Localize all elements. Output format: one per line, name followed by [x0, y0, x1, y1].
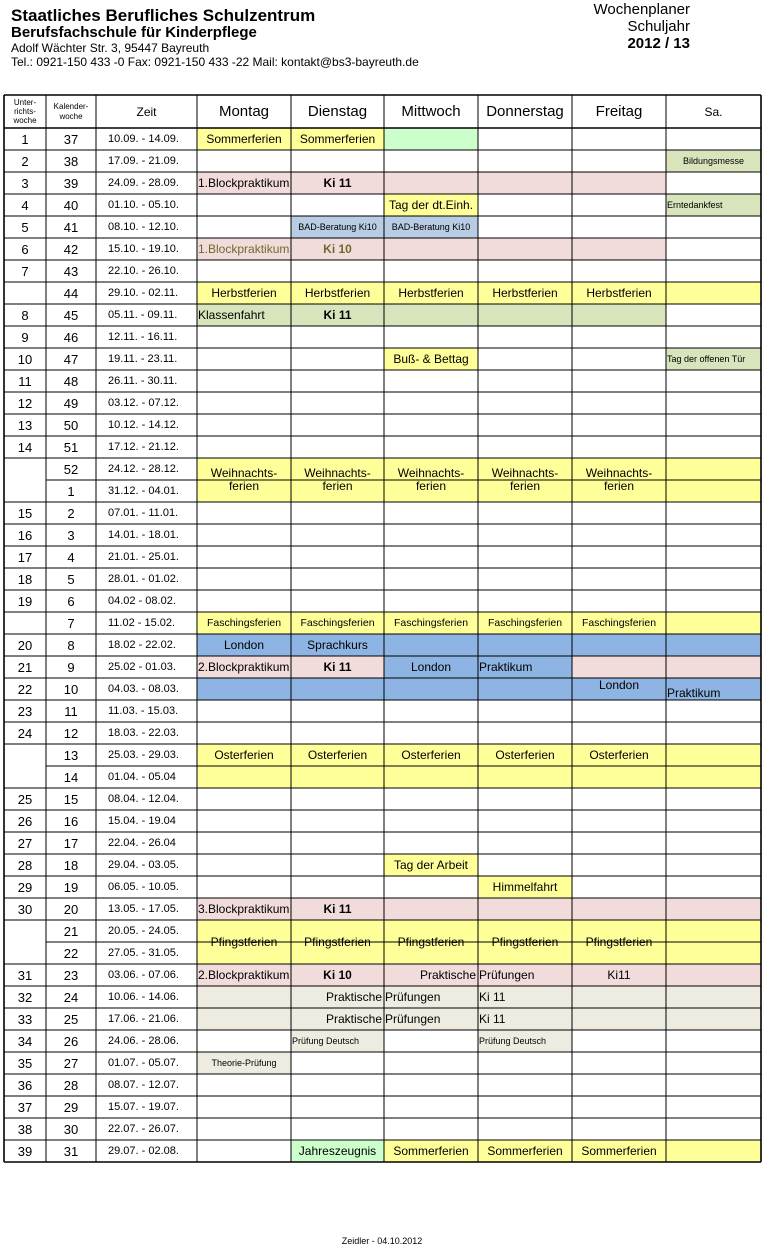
kalenderwoche-cell: 27	[63, 1055, 79, 1071]
date-range-cell: 06.05. - 10.05.	[108, 881, 179, 893]
kalenderwoche-cell: 13	[63, 747, 79, 763]
unterrichtswoche-cell: 28	[17, 857, 33, 873]
date-range-cell: 13.05. - 17.05.	[108, 903, 179, 915]
kalenderwoche-cell: 41	[63, 219, 79, 235]
unterrichtswoche-cell: 21	[17, 659, 33, 675]
event-cell: Prüfungen	[384, 1008, 478, 1030]
date-range-cell: 18.03. - 22.03.	[108, 727, 179, 739]
date-range-cell: 11.03. - 15.03.	[108, 705, 179, 717]
date-range-cell: 03.06. - 07.06.	[108, 969, 179, 981]
unterrichtswoche-cell: 18	[17, 571, 33, 587]
kalenderwoche-cell: 24	[63, 989, 79, 1005]
kalenderwoche-cell: 4	[67, 549, 75, 565]
event-cell: Praktikum	[478, 656, 572, 678]
unterrichtswoche-cell: 7	[21, 263, 29, 279]
school-name: Staatliches Berufliches Schulzentrum	[11, 6, 316, 25]
date-range-cell: 15.04. - 19.04	[108, 815, 176, 827]
event-cell: Pfingstferien	[197, 920, 291, 964]
date-range-cell: 29.10. - 02.11.	[108, 287, 179, 299]
school-contact: Tel.: 0921-150 433 -0 Fax: 0921-150 433 -22 Mail: kontakt@bs3-bayreuth.de	[11, 55, 419, 69]
kalenderwoche-cell: 51	[63, 439, 79, 455]
event-cell: Praktische	[384, 964, 478, 986]
event-cell: Herbstferien	[478, 282, 572, 304]
kalenderwoche-cell: 16	[63, 813, 79, 829]
kalenderwoche-cell: 5	[67, 571, 75, 587]
school-address: Adolf Wächter Str. 3, 95447 Bayreuth	[11, 41, 210, 55]
unterrichtswoche-cell: 31	[17, 967, 33, 983]
event-cell: Praktische	[291, 986, 384, 1008]
kalenderwoche-cell: 52	[63, 461, 79, 477]
event-cell: BAD-Beratung Ki10	[384, 216, 478, 238]
event-cell: 2.Blockpraktikum	[197, 656, 291, 678]
date-range-cell: 07.01. - 11.01.	[108, 507, 179, 519]
event-cell: Ki 11	[478, 986, 572, 1008]
date-range-cell: 01.10. - 05.10.	[108, 199, 179, 211]
event-cell: Weihnachts- ferien	[197, 458, 291, 502]
kalenderwoche-cell: 30	[63, 1121, 79, 1137]
unterrichtswoche-cell: 34	[17, 1033, 33, 1049]
date-range-cell: 17.12. - 21.12.	[108, 441, 179, 453]
event-cell: Ki 11	[478, 1008, 572, 1030]
event-cell: Herbstferien	[384, 282, 478, 304]
event-cell: Ki 11	[291, 172, 384, 194]
event-cell: Jahreszeugnis	[291, 1140, 384, 1162]
kalenderwoche-cell: 12	[63, 725, 79, 741]
header-day-2: Mittwoch	[401, 103, 461, 120]
date-range-cell: 10.09. - 14.09.	[108, 133, 179, 145]
date-range-cell: 04.02 - 08.02.	[108, 595, 176, 607]
kalenderwoche-cell: 3	[67, 527, 75, 543]
event-cell: Faschingsferien	[572, 612, 666, 634]
kalenderwoche-cell: 38	[63, 153, 79, 169]
event-cell: 1.Blockpraktikum	[197, 172, 291, 194]
event-cell: Sprachkurs	[291, 634, 384, 656]
unterrichtswoche-cell: 1	[21, 131, 29, 147]
unterrichtswoche-cell: 24	[17, 725, 33, 741]
event-cell: 3.Blockpraktikum	[197, 898, 291, 920]
kalenderwoche-cell: 39	[63, 175, 79, 191]
date-range-cell: 25.02 - 01.03.	[108, 661, 176, 673]
date-range-cell: 24.12. - 28.12.	[108, 463, 179, 475]
event-cell: Weihnachts- ferien	[478, 458, 572, 502]
unterrichtswoche-cell: 26	[17, 813, 33, 829]
date-range-cell: 11.02 - 15.02.	[108, 617, 176, 629]
kalenderwoche-cell: 6	[67, 593, 75, 609]
kalenderwoche-cell: 10	[63, 681, 79, 697]
event-cell: Herbstferien	[572, 282, 666, 304]
unterrichtswoche-cell: 25	[17, 791, 33, 807]
unterrichtswoche-cell: 22	[17, 681, 33, 697]
event-cell: Weihnachts- ferien	[572, 458, 666, 502]
date-range-cell: 29.04. - 03.05.	[108, 859, 179, 871]
unterrichtswoche-cell: 12	[17, 395, 33, 411]
date-range-cell: 18.02 - 22.02.	[108, 639, 176, 651]
kalenderwoche-cell: 18	[63, 857, 79, 873]
kalenderwoche-cell: 37	[63, 131, 79, 147]
header-zeit: Zeit	[136, 104, 157, 119]
event-cell: Sommerferien	[572, 1140, 666, 1162]
event-cell: Prüfung Deutsch	[291, 1030, 384, 1052]
event-cell: Sommerferien	[291, 128, 384, 150]
event-cell: Osterferien	[384, 744, 478, 766]
unterrichtswoche-cell: 11	[18, 373, 32, 389]
event-cell: BAD-Beratung Ki10	[291, 216, 384, 238]
event-cell: Osterferien	[197, 744, 291, 766]
kalenderwoche-cell: 31	[63, 1143, 79, 1159]
kalenderwoche-cell: 28	[63, 1077, 79, 1093]
kalenderwoche-cell: 1	[67, 483, 75, 499]
school-year: 2012 / 13	[627, 35, 690, 52]
event-cell: Theorie-Prüfung	[197, 1052, 291, 1074]
header-day-3: Donnerstag	[486, 103, 564, 120]
event-cell: Herbstferien	[197, 282, 291, 304]
event-cell: Pfingstferien	[478, 920, 572, 964]
unterrichtswoche-cell: 13	[17, 417, 33, 433]
kalenderwoche-cell: 50	[63, 417, 79, 433]
event-cell: Bildungsmesse	[666, 150, 761, 172]
event-cell: Erntedankfest	[666, 194, 761, 216]
kalenderwoche-cell: 48	[63, 373, 79, 389]
date-range-cell: 08.04. - 12.04.	[108, 793, 179, 805]
unterrichtswoche-cell: 2	[21, 153, 29, 169]
event-cell: Herbstferien	[291, 282, 384, 304]
footer-author-date: Zeidler - 04.10.2012	[341, 1236, 423, 1246]
unterrichtswoche-cell: 6	[21, 241, 29, 257]
unterrichtswoche-cell: 16	[17, 527, 33, 543]
event-cell: Weihnachts- ferien	[384, 458, 478, 502]
unterrichtswoche-cell: 20	[17, 637, 33, 653]
kalenderwoche-cell: 49	[63, 395, 79, 411]
event-cell: 1.Blockpraktikum	[197, 238, 291, 260]
header-kalenderwoche: Kalender- woche	[53, 101, 89, 121]
kalenderwoche-cell: 47	[63, 351, 79, 367]
unterrichtswoche-cell: 29	[17, 879, 33, 895]
date-range-cell: 25.03. - 29.03.	[108, 749, 179, 761]
event-cell: Prüfungen	[478, 964, 572, 986]
event-cell: Buß- & Bettag	[384, 348, 478, 370]
date-range-cell: 29.07. - 02.08.	[108, 1145, 179, 1157]
date-range-cell: 19.11. - 23.11.	[108, 353, 178, 365]
event-cell: Pfingstferien	[291, 920, 384, 964]
event-cell: Sommerferien	[197, 128, 291, 150]
event-cell: Praktikum	[666, 678, 761, 700]
event-cell: Prüfungen	[384, 986, 478, 1008]
event-cell: Osterferien	[291, 744, 384, 766]
header-day-4: Freitag	[595, 103, 643, 120]
event-cell: Ki 11	[291, 304, 384, 326]
date-range-cell: 27.05. - 31.05.	[108, 947, 179, 959]
unterrichtswoche-cell: 8	[21, 307, 29, 323]
unterrichtswoche-cell: 37	[17, 1099, 33, 1115]
date-range-cell: 22.07. - 26.07.	[108, 1123, 179, 1135]
date-range-cell: 20.05. - 24.05.	[108, 925, 179, 937]
unterrichtswoche-cell: 15	[17, 505, 33, 521]
event-cell: Prüfung Deutsch	[478, 1030, 572, 1052]
unterrichtswoche-cell: 23	[17, 703, 33, 719]
event-cell: Ki 11	[291, 898, 384, 920]
event-cell: Faschingsferien	[291, 612, 384, 634]
header-day-5: Sa.	[704, 104, 723, 119]
date-range-cell: 17.09. - 21.09.	[108, 155, 179, 167]
kalenderwoche-cell: 19	[63, 879, 79, 895]
date-range-cell: 12.11. - 16.11.	[108, 331, 178, 343]
date-range-cell: 22.04. - 26.04	[108, 837, 176, 849]
date-range-cell: 24.09. - 28.09.	[108, 177, 179, 189]
school-year-label: Schuljahr	[627, 18, 690, 35]
date-range-cell: 17.06. - 21.06.	[108, 1013, 179, 1025]
unterrichtswoche-cell: 4	[21, 197, 29, 213]
kalenderwoche-cell: 17	[63, 835, 79, 851]
event-cell: 2.Blockpraktikum	[197, 964, 291, 986]
kalenderwoche-cell: 43	[63, 263, 79, 279]
event-cell: Tag der dt.Einh.	[384, 194, 478, 216]
event-cell: Ki 10	[291, 238, 384, 260]
date-range-cell: 01.07. - 05.07.	[108, 1057, 179, 1069]
kalenderwoche-cell: 26	[63, 1033, 79, 1049]
kalenderwoche-cell: 42	[63, 241, 79, 257]
kalenderwoche-cell: 15	[63, 791, 79, 807]
date-range-cell: 22.10. - 26.10.	[108, 265, 179, 277]
unterrichtswoche-cell: 33	[17, 1011, 33, 1027]
event-cell: Ki 11	[291, 656, 384, 678]
event-cell: Sommerferien	[478, 1140, 572, 1162]
kalenderwoche-cell: 40	[63, 197, 79, 213]
event-cell: Weihnachts- ferien	[291, 458, 384, 502]
event-cell: Pfingstferien	[572, 920, 666, 964]
event-cell: Praktische	[291, 1008, 384, 1030]
kalenderwoche-cell: 46	[63, 329, 79, 345]
unterrichtswoche-cell: 36	[17, 1077, 33, 1093]
kalenderwoche-cell: 25	[63, 1011, 79, 1027]
event-cell: Osterferien	[572, 744, 666, 766]
unterrichtswoche-cell: 39	[17, 1143, 33, 1159]
event-cell: Himmelfahrt	[478, 876, 572, 898]
date-range-cell: 24.06. - 28.06.	[108, 1035, 179, 1047]
unterrichtswoche-cell: 32	[17, 989, 33, 1005]
kalenderwoche-cell: 9	[67, 659, 75, 675]
date-range-cell: 15.10. - 19.10.	[108, 243, 179, 255]
kalenderwoche-cell: 29	[63, 1099, 79, 1115]
event-cell: Sommerferien	[384, 1140, 478, 1162]
date-range-cell: 14.01. - 18.01.	[108, 529, 179, 541]
unterrichtswoche-cell: 10	[17, 351, 33, 367]
event-cell: Faschingsferien	[197, 612, 291, 634]
unterrichtswoche-cell: 3	[21, 175, 29, 191]
event-cell: Tag der Arbeit	[384, 854, 478, 876]
unterrichtswoche-cell: 19	[17, 593, 33, 609]
kalenderwoche-cell: 44	[63, 285, 79, 301]
header-unterrichtswoche: Unter- richts- woche	[13, 98, 37, 125]
date-range-cell: 28.01. - 01.02.	[108, 573, 179, 585]
header-day-0: Montag	[218, 103, 270, 120]
event-cell: Faschingsferien	[384, 612, 478, 634]
unterrichtswoche-cell: 17	[17, 549, 33, 565]
date-range-cell: 10.06. - 14.06.	[108, 991, 179, 1003]
unterrichtswoche-cell: 30	[17, 901, 33, 917]
kalenderwoche-cell: 23	[63, 967, 79, 983]
event-cell: Osterferien	[478, 744, 572, 766]
unterrichtswoche-cell: 35	[17, 1055, 33, 1071]
unterrichtswoche-cell: 9	[21, 329, 29, 345]
date-range-cell: 31.12. - 04.01.	[108, 485, 179, 497]
kalenderwoche-cell: 14	[63, 769, 79, 785]
date-range-cell: 04.03. - 08.03.	[108, 683, 179, 695]
unterrichtswoche-cell: 38	[17, 1121, 33, 1137]
date-range-cell: 26.11. - 30.11.	[108, 375, 178, 387]
event-cell: London	[572, 678, 666, 700]
header-day-1: Dienstag	[307, 103, 368, 120]
date-range-cell: 03.12. - 07.12.	[108, 397, 179, 409]
kalenderwoche-cell: 45	[63, 307, 79, 323]
date-range-cell: 08.10. - 12.10.	[108, 221, 179, 233]
event-cell: London	[384, 656, 478, 678]
kalenderwoche-cell: 11	[64, 703, 78, 719]
unterrichtswoche-cell: 27	[17, 835, 33, 851]
planner-title: Wochenplaner	[593, 1, 690, 18]
event-cell: Faschingsferien	[478, 612, 572, 634]
kalenderwoche-cell: 21	[63, 923, 79, 939]
kalenderwoche-cell: 8	[67, 637, 75, 653]
date-range-cell: 10.12. - 14.12.	[108, 419, 179, 431]
unterrichtswoche-cell: 14	[17, 439, 33, 455]
kalenderwoche-cell: 22	[63, 945, 79, 961]
event-cell: Ki11	[572, 964, 666, 986]
event-cell: Tag der offenen Tür	[666, 348, 761, 370]
date-range-cell: 08.07. - 12.07.	[108, 1079, 179, 1091]
kalenderwoche-cell: 20	[63, 901, 79, 917]
event-cell: Pfingstferien	[384, 920, 478, 964]
department-name: Berufsfachschule für Kinderpflege	[11, 24, 257, 41]
event-cell: Klassenfahrt	[197, 304, 291, 326]
date-range-cell: 01.04. - 05.04	[108, 771, 176, 783]
date-range-cell: 15.07. - 19.07.	[108, 1101, 179, 1113]
event-cell: London	[197, 634, 291, 656]
date-range-cell: 21.01. - 25.01.	[108, 551, 179, 563]
unterrichtswoche-cell: 5	[21, 219, 29, 235]
event-cell: Ki 10	[291, 964, 384, 986]
kalenderwoche-cell: 7	[67, 615, 75, 631]
kalenderwoche-cell: 2	[67, 505, 75, 521]
date-range-cell: 05.11. - 09.11.	[108, 309, 178, 321]
